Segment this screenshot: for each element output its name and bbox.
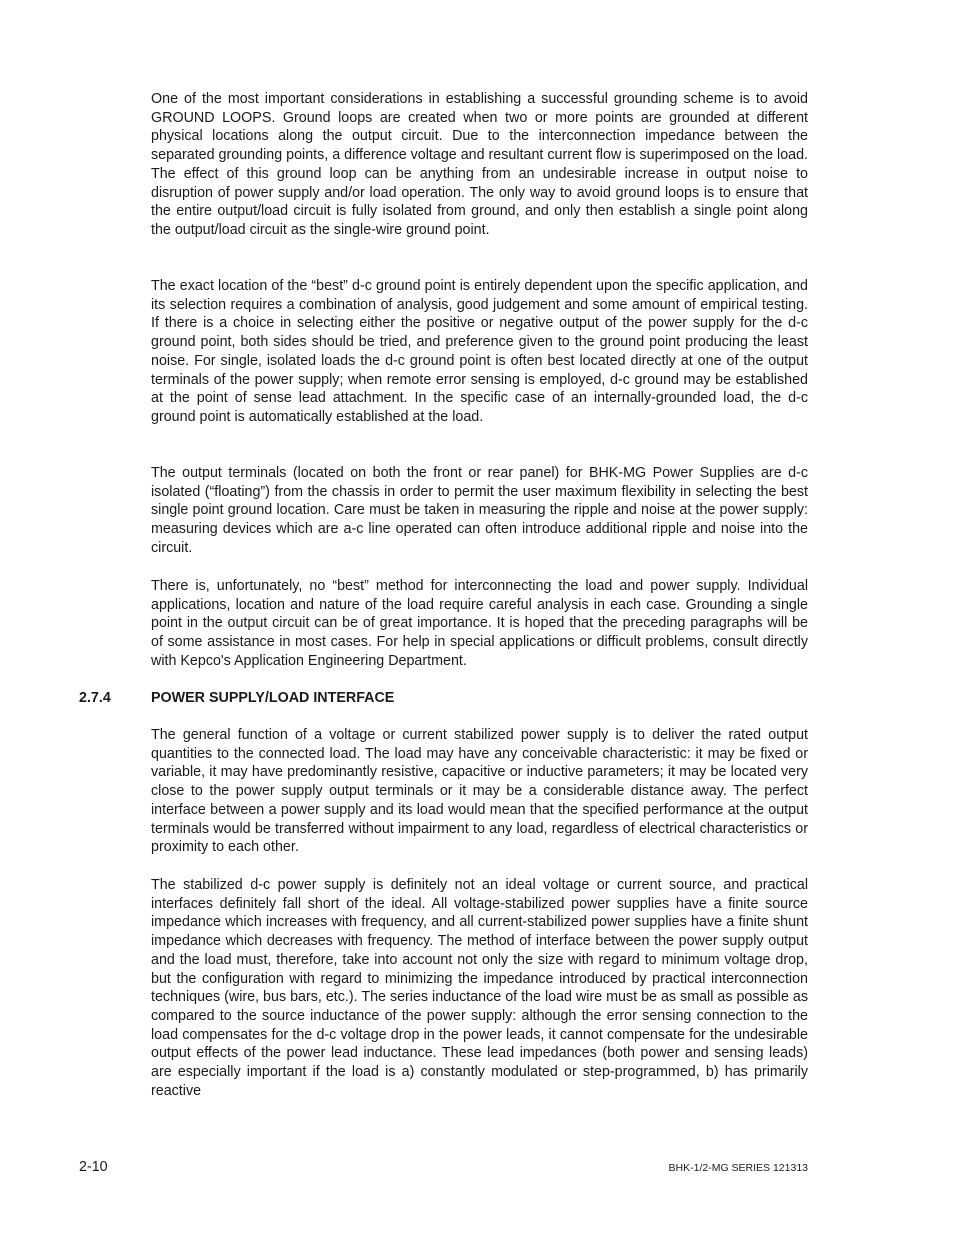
- paragraph-output-terminals: The output terminals (located on both the front or rear panel) for BHK-MG Power Supplies are d-c isolated (“floating”) from the chassis in order to permit the user maximum flexibility in selecting the best single point ground location. Care must be taken in measuring the ripple and noise at the power supply: measuring devices which are a-c line operated can often introduce additional ripple and noise into the circuit.: [151, 465, 808, 556]
- section-title: POWER SUPPLY/LOAD INTERFACE: [151, 690, 395, 706]
- paragraph-no-best-method: There is, unfortunately, no “best” method for interconnecting the load and power supply. Individual applications, location and nature of the load require careful analysis in each case. Grounding a single point in the output circuit can be of great importance. It is hoped that the preceding paragraphs will be of some assistance in most cases. For help in special applications or difficult problems, consult directly with Kepco's Application Engineering Department.: [151, 578, 808, 669]
- paragraph-stabilized-supply: The stabilized d-c power supply is definitely not an ideal voltage or current source, and practical interfaces definitely fall short of the ideal. All voltage-stabilized power supplies have a finite source impedance which increases with frequency, and all current-stabilized power supplies have a finite shunt impedance which decreases with frequency. The method of interface between the power supply output and the load must, therefore, take into account not only the size with regard to minimum voltage drop, but the configuration with regard to minimizing the impedance introduced by practical interconnection techniques (wire, bus bars, etc.). The series inductance of the load wire must be as small as possible as compared to the source inductance of the power supply: although the error sensing connection to the load compensates for the d-c voltage drop in the power leads, it cannot compensate for the undesirable output effects of the power lead inductance. These lead impedances (both power and sensing leads) are especially important if the load is a) constantly modulated or step-programmed, b) has primarily reactive: [151, 877, 808, 1099]
- page-number: 2-10: [79, 1159, 108, 1175]
- paragraph-general-function: The general function of a voltage or current stabilized power supply is to deliver the rated output quantities to the connected load. The load may have any conceivable characteristic: it may be fixed or variable, it may have predominantly resistive, capacitive or inductive parameters; it may be located very close to the power supply output terminals or it may be a considerable distance away. The perfect interface between a power supply and its load would mean that the specified performance at the output terminals would be transferred without impairment to any load, regardless of electrical characteristics or proximity to each other.: [151, 727, 808, 856]
- paragraph-best-ground-point: The exact location of the “best” d-c ground point is entirely dependent upon the specific application, and its selection requires a combination of analysis, good judgement and some amount of empirical testing. If there is a choice in selecting either the positive or negative output of the power supply for the d-c ground point, both sides should be tried, and preference given to the ground point producing the least noise. For single, isolated loads the d-c ground point is often best located directly at one of the output terminals of the power supply; when remote error sensing is employed, d-c ground may be established at the point of sense lead attachment. In the specific case of an internally-grounded load, the d-c ground point is automatically established at the load.: [151, 278, 808, 425]
- paragraph-ground-loops: One of the most important considerations in establishing a successful grounding scheme is to avoid GROUND LOOPS. Ground loops are created when two or more points are grounded at different physical locations along the output circuit. Due to the interconnection impedance between the separated grounding points, a difference voltage and resultant current flow is superimposed on the load. The effect of this ground loop can be anything from an undesirable increase in output noise to disruption of power supply and/or load operation. The only way to avoid ground loops is to ensure that the entire output/load circuit is fully isolated from ground, and only then establish a single point along the output/load circuit as the single-wire ground point.: [151, 91, 809, 238]
- section-heading: [79, 689, 808, 708]
- section-number: 2.7.4: [79, 690, 111, 706]
- document-id: BHK-1/2-MG SERIES 121313: [668, 1162, 808, 1174]
